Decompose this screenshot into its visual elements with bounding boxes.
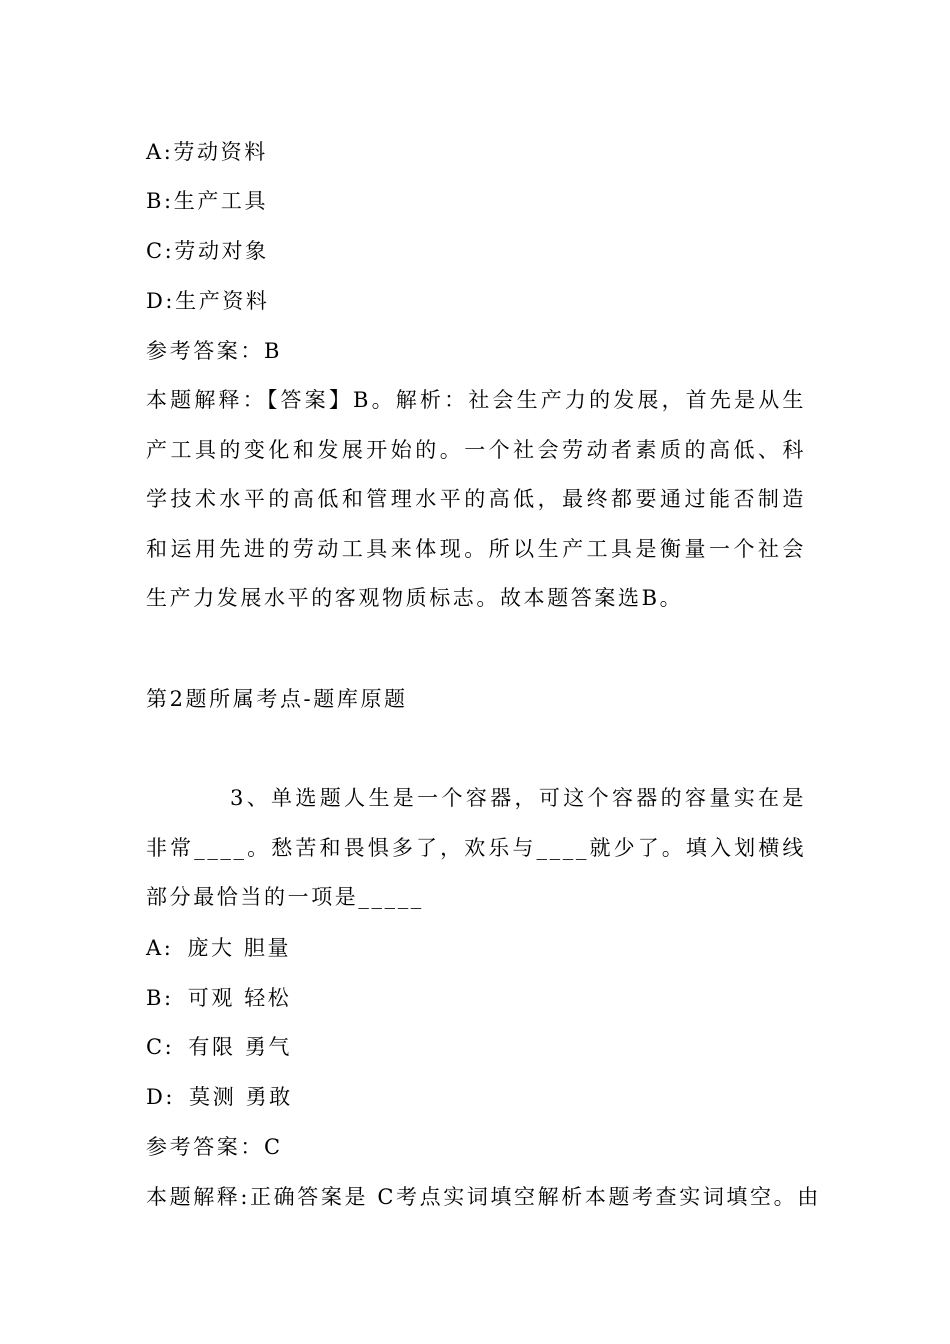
option-text: 可观 轻松 (187, 986, 292, 1010)
q2-option-b (146, 187, 268, 215)
option-text: 庞大 胆量 (187, 936, 292, 960)
q2-option-c (146, 237, 269, 265)
q2-option-d (146, 287, 270, 315)
option-label: A: (146, 936, 174, 960)
option-label: C: (146, 239, 175, 263)
option-text: 劳动资料 (173, 140, 268, 164)
option-text: 生产工具 (173, 189, 269, 213)
option-text: 有限 勇气 (188, 1035, 293, 1059)
option-label: C: (146, 1035, 175, 1059)
option-label: A: (146, 140, 174, 164)
q3-option-d (146, 1083, 293, 1111)
option-label: B: (146, 986, 174, 1010)
q3-option-b (146, 984, 291, 1012)
q3-option-a (146, 934, 291, 962)
option-text: 莫测 勇敢 (189, 1085, 293, 1109)
q3-option-c (146, 1033, 292, 1061)
option-label: D: (146, 289, 176, 313)
q3-explanation: 本题解释:正确答案是 C考点实词填空解析本题考查实词填空。由 (146, 1185, 821, 1209)
option-text: 生产资料 (175, 289, 270, 313)
q2-answer: 参考答案：B (146, 339, 283, 363)
option-label: B: (146, 189, 174, 213)
option-label: D: (146, 1085, 176, 1109)
q2-option-a (146, 138, 268, 166)
q2-topic: 第2题所属考点-题库原题 (146, 687, 408, 711)
q3-stem: 3、单选题人生是一个容器，可这个容器的容量实在是非常____。愁苦和畏惧多了，欢乐与____就少了。填入划横线部分最恰当的一项是_____ (146, 786, 806, 910)
option-text: 劳动对象 (174, 239, 269, 263)
q2-explanation: 本题解释：【答案】B。解析：社会生产力的发展，首先是从生产工具的变化和发展开始的。一个社会劳动者素质的高低、科学技术水平的高低和管理水平的高低，最终都要通过能否制造和运用先进的劳动工具来体现。所以生产工具是衡量一个社会生产力发展水平的客观物质标志。故本题答案选B。 (146, 388, 806, 611)
q3-answer: 参考答案：C (146, 1135, 283, 1159)
